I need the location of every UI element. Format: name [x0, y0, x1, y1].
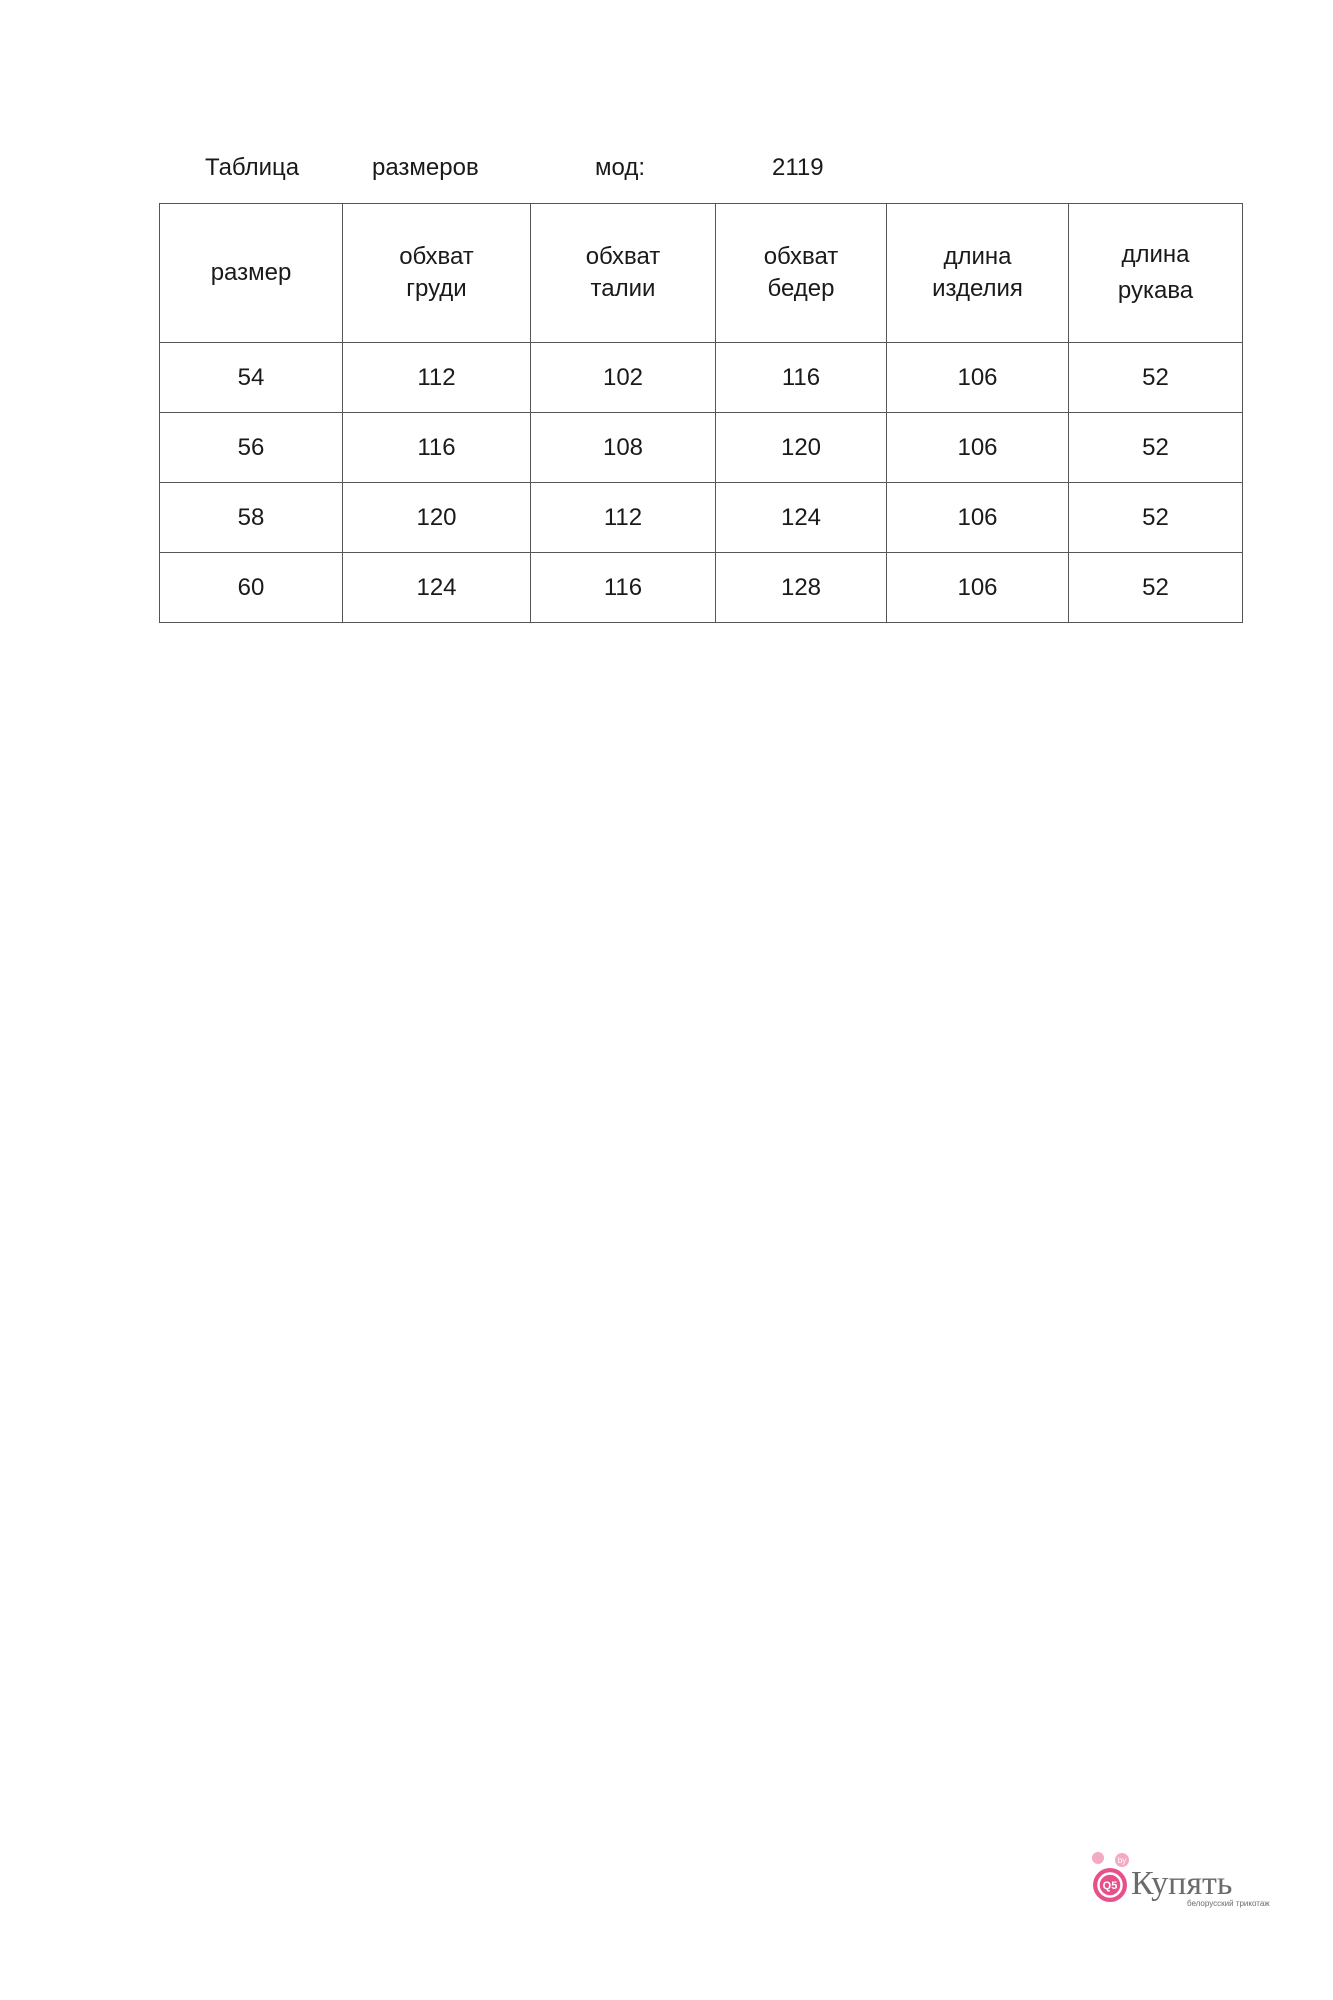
table-row	[160, 483, 1243, 553]
header-sleeve-line1: длина	[1121, 241, 1190, 268]
cell-hips: 120	[716, 413, 887, 483]
table-row	[160, 343, 1243, 413]
header-size-label: размер	[210, 259, 292, 286]
cell-sleeve: 52	[1069, 343, 1243, 413]
size-table	[159, 203, 1243, 623]
header-hips	[716, 204, 887, 343]
cell-length: 106	[887, 343, 1069, 413]
header-hips-line1: обхват	[763, 243, 839, 270]
logo-brand-name: Купять	[1131, 1865, 1233, 1902]
cell-waist: 112	[531, 483, 716, 553]
cell-size: 58	[160, 483, 343, 553]
cell-waist: 102	[531, 343, 716, 413]
header-waist-line1: обхват	[585, 243, 661, 270]
cell-chest: 112	[343, 343, 531, 413]
header-sleeve	[1069, 204, 1243, 343]
header-hips-line2: бедер	[767, 275, 835, 302]
title-word-sizes: размеров	[372, 154, 479, 181]
cell-hips: 116	[716, 343, 887, 413]
table-header-row	[160, 204, 1243, 343]
cell-chest: 116	[343, 413, 531, 483]
header-sleeve-line2: рукава	[1117, 277, 1194, 304]
cell-length: 106	[887, 553, 1069, 623]
brand-logo-graphic	[1086, 1848, 1286, 1918]
header-waist-line2: талии	[590, 275, 656, 302]
title-word-model: мод:	[595, 154, 645, 181]
title-word-table: Таблица	[205, 154, 300, 181]
logo-badge-text: by	[1117, 1856, 1127, 1865]
cell-sleeve: 52	[1069, 553, 1243, 623]
title-model-number: 2119	[772, 154, 824, 181]
cell-length: 106	[887, 413, 1069, 483]
logo-emblem-text: Q5	[1102, 1880, 1118, 1892]
cell-sleeve: 52	[1069, 483, 1243, 553]
cell-chest: 124	[343, 553, 531, 623]
cell-chest: 120	[343, 483, 531, 553]
table-row	[160, 553, 1243, 623]
logo-tagline: белорусский трикотаж	[1187, 1899, 1270, 1908]
header-chest-line2: груди	[406, 275, 467, 302]
logo-bubble-small	[1092, 1852, 1104, 1864]
header-waist	[531, 204, 716, 343]
header-length-line1: длина	[943, 243, 1012, 270]
brand-logo	[1086, 1848, 1286, 1918]
header-chest-line1: обхват	[399, 243, 474, 270]
cell-hips: 124	[716, 483, 887, 553]
cell-waist: 108	[531, 413, 716, 483]
header-length	[887, 204, 1069, 343]
table-title	[0, 154, 1333, 186]
cell-hips: 128	[716, 553, 887, 623]
header-size	[160, 204, 343, 343]
cell-length: 106	[887, 483, 1069, 553]
cell-size: 60	[160, 553, 343, 623]
cell-sleeve: 52	[1069, 413, 1243, 483]
header-chest	[343, 204, 531, 343]
table-row	[160, 413, 1243, 483]
cell-size: 54	[160, 343, 343, 413]
cell-size: 56	[160, 413, 343, 483]
header-length-line2: изделия	[932, 275, 1023, 302]
cell-waist: 116	[531, 553, 716, 623]
